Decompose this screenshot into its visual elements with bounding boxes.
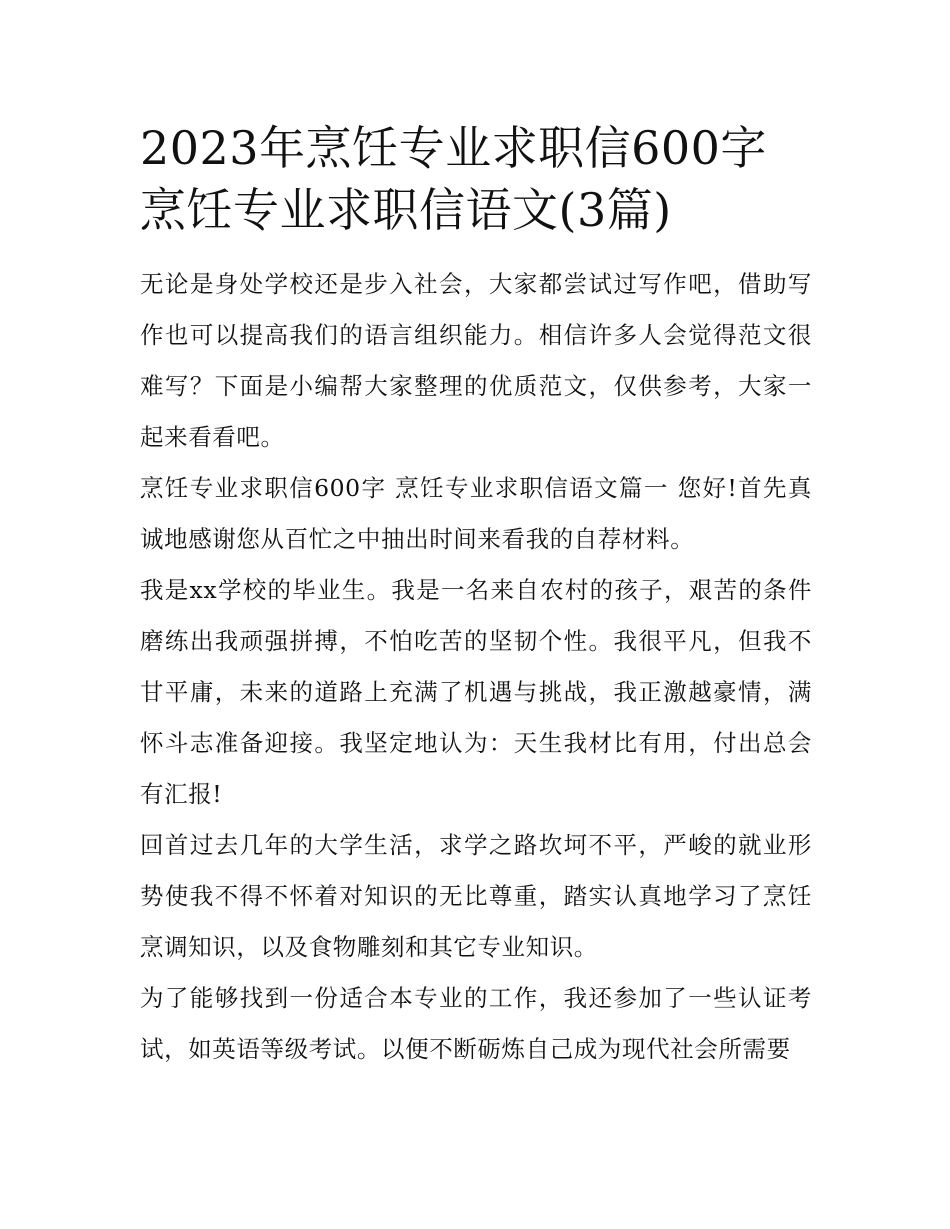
paragraph-greeting: 烹饪专业求职信600字 烹饪专业求职信语文篇一 您好!首先真诚地感谢您从百忙之中抽出时间来看我的自荐材料。: [140, 474, 812, 553]
paragraph-certification: 为了能够找到一份适合本专业的工作，我还参加了一些认证考试，如英语等级考试。以便不断砺炼自己成为现代社会所需要: [140, 984, 812, 1063]
paragraph-self-intro: 我是xx学校的毕业生。我是一名来自农村的孩子，艰苦的条件磨练出我顽强拼搏，不怕吃苦的坚韧个性。我很平凡，但我不甘平庸，未来的道路上充满了机遇与挑战，我正激越豪情，满怀斗志准备迎接。我坚定地认为：天生我材比有用，付出总会有汇报!: [140, 576, 812, 808]
paragraph-study: 回首过去几年的大学生活，求学之路坎坷不平，严峻的就业形势使我不得不怀着对知识的无比尊重，踏实认真地学习了烹饪烹调知识，以及食物雕刻和其它专业知识。: [140, 831, 812, 961]
document-title: 2023年烹饪专业求职信600字 烹饪专业求职信语文(3篇): [140, 121, 767, 237]
document-page: [140, 117, 812, 1075]
paragraph-intro: 无论是身处学校还是步入社会，大家都尝试过写作吧，借助写作也可以提高我们的语言组织能力。相信许多人会觉得范文很难写？下面是小编帮大家整理的优质范文，仅供参考，大家一起来看看吧。: [140, 270, 812, 451]
